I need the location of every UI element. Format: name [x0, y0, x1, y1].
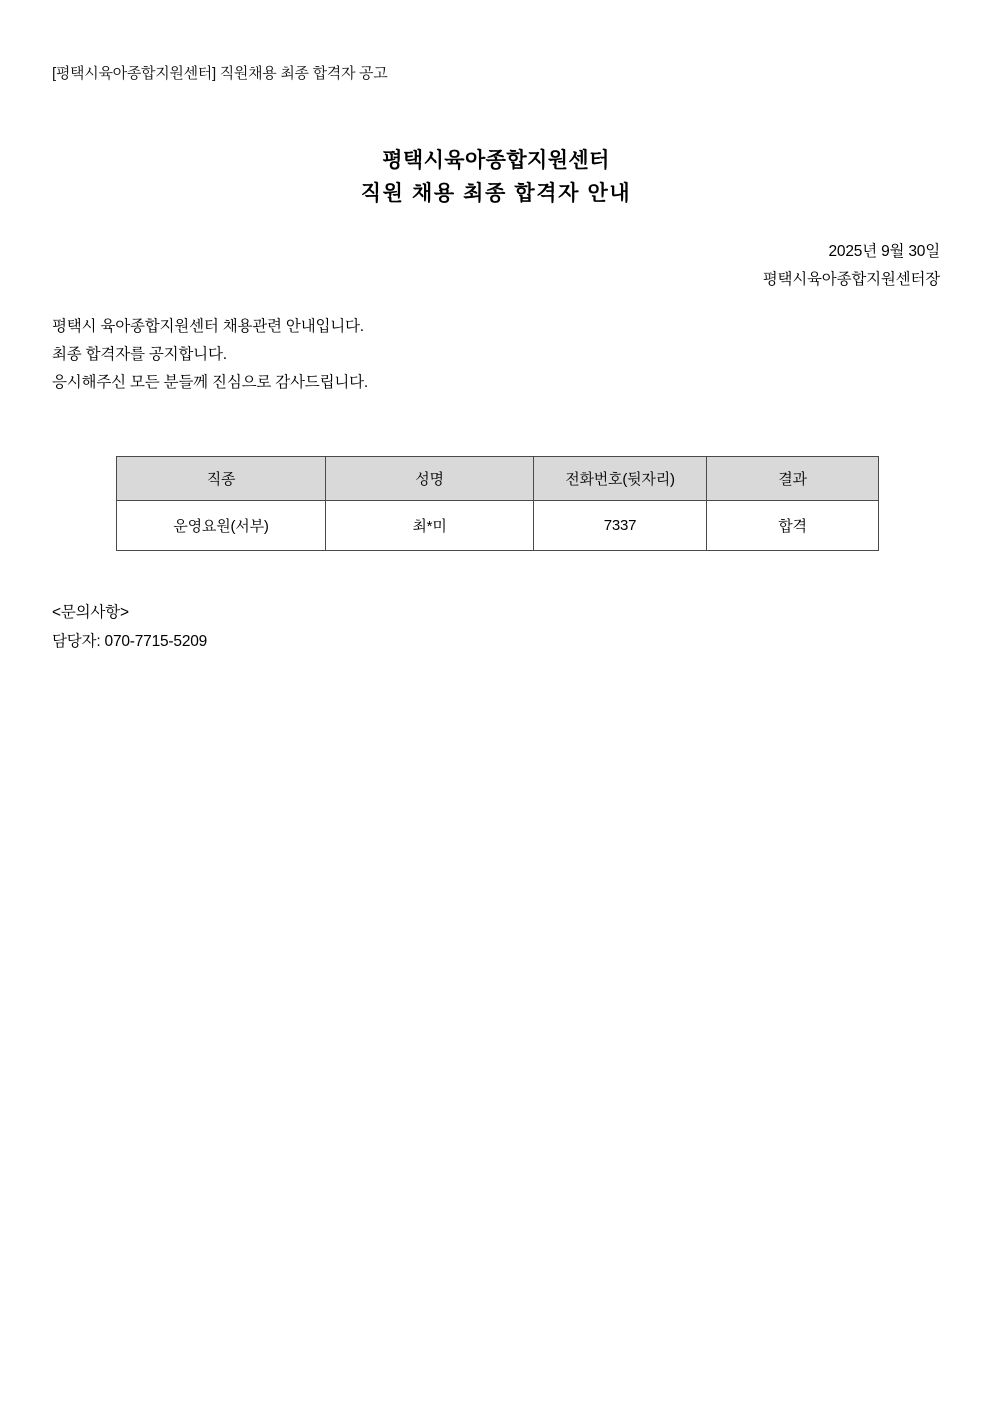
table-header-row	[117, 457, 879, 501]
cell-result: 합격	[707, 501, 879, 551]
contact-person: 담당자: 070-7715-5209	[52, 632, 208, 650]
column-header-result: 결과	[707, 457, 879, 501]
date-and-issuer	[763, 238, 940, 293]
column-header-phone: 전화번호(뒷자리)	[534, 457, 707, 501]
column-header-name: 성명	[326, 457, 534, 501]
contact-label: <문의사항>	[52, 604, 129, 621]
cell-phone: 7337	[534, 501, 707, 551]
cell-job: 운영요원(서부)	[117, 501, 326, 551]
table-row	[117, 501, 879, 551]
intro-paragraph	[52, 313, 368, 398]
results-table	[116, 456, 879, 551]
cell-name: 최*미	[326, 501, 534, 551]
title-line-2: 직원 채용 최종 합격자 안내	[360, 181, 632, 205]
intro-line-2: 최종 합격자를 공지합니다.	[52, 346, 227, 364]
issue-date: 2025년 9월 30일	[828, 243, 940, 260]
title-line-1: 평택시육아종합지원센터	[382, 149, 610, 172]
intro-line-1: 평택시 육아종합지원센터 채용관련 안내입니다.	[52, 318, 364, 335]
document-header-line: [평택시육아종합지원센터] 직원채용 최종 합격자 공고	[52, 65, 388, 82]
contact-section	[52, 599, 207, 656]
issuer-name: 평택시육아종합지원센터장	[762, 270, 940, 288]
intro-line-3: 응시해주신 모든 분들께 진심으로 감사드립니다.	[52, 374, 368, 392]
document-title	[0, 145, 992, 210]
column-header-job: 직종	[117, 457, 326, 501]
